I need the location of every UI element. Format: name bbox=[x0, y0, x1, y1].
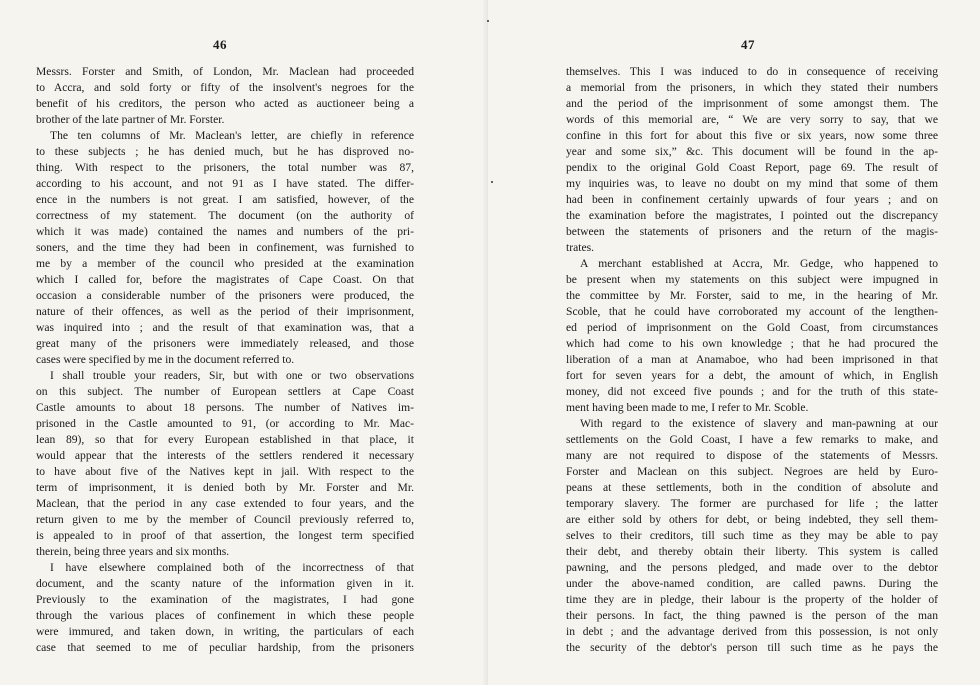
text-line: had been in confinement certainly upwards of four years ; and on bbox=[566, 193, 938, 206]
text-line: The ten columns of Mr. Maclean's letter, are chiefly in reference bbox=[50, 129, 414, 142]
text-line: nature of their offences, as well as the period of their imprisonment, bbox=[36, 305, 414, 318]
text-line: selves to their creditors, till such time as they may be able to pay bbox=[566, 529, 938, 542]
text-line: according to his account, and not 91 as I have stated. The differ- bbox=[36, 177, 414, 190]
text-line: Castle amounts to about 18 persons. The number of Natives im- bbox=[36, 401, 414, 414]
text-line: benefit of his creditors, the person who acted as auctioneer being a bbox=[36, 97, 414, 110]
text-line: year and some six,” &c. This document will be found in the ap- bbox=[566, 145, 938, 158]
text-line: through the various places of confinement in which these people bbox=[36, 609, 414, 622]
text-line: would appear that the interests of the settlers rendered it necessary bbox=[36, 449, 414, 462]
speck-mark bbox=[487, 20, 489, 22]
text-line: ment having been made to me, I refer to Mr. Scoble. bbox=[566, 401, 809, 414]
text-line: the security of the debtor's person till such time as he pays the bbox=[566, 641, 938, 654]
left-page bbox=[0, 0, 488, 685]
text-line: lean 89), so that for every European established in that place, it bbox=[36, 433, 414, 446]
text-line: liberation of a man at Anamaboe, who had been imprisoned in that bbox=[566, 353, 938, 366]
page-number: 47 bbox=[741, 37, 755, 52]
text-line: Forster and Maclean on this subject. Negroes are held by Euro- bbox=[566, 465, 938, 478]
text-line: in debt ; and the advantage derived from this possession, is not only bbox=[566, 625, 938, 638]
text-line: a memorial from the prisoners, in which they stated their numbers bbox=[566, 81, 938, 94]
text-line: ence in the numbers is not great. I am satisfied, however, of the bbox=[36, 193, 414, 206]
text-line: and the period of the imprisonment of some amongst them. The bbox=[566, 97, 938, 110]
text-line: on this subject. The number of European settlers at Cape Coast bbox=[36, 385, 414, 398]
text-line: pendix to the original Gold Coast Report, page 69. The result of bbox=[566, 161, 938, 174]
text-line: were immured, and taken down, in writing, the particulars of each bbox=[36, 625, 414, 638]
text-line: which I called for, before the magistrates of Cape Coast. On that bbox=[36, 273, 414, 286]
text-line: are either sold by others for debt, or being indebted, they sell them- bbox=[566, 513, 938, 526]
text-line: Scoble, that he could have corroborated my account of the lengthen- bbox=[566, 305, 938, 318]
text-line: Maclean, that the period in any case extended to four years, and the bbox=[36, 497, 414, 510]
text-line: cases were specified by me in the document referred to. bbox=[36, 353, 295, 366]
text-line: was inquired into ; and the result of that examination was, that a bbox=[36, 321, 414, 334]
text-line: ed period of imprisonment on the Gold Coast, from circumstances bbox=[566, 321, 938, 334]
text-line: is appealed to in proof of that assertion, the longest term specified bbox=[36, 529, 414, 542]
text-line: correctness of my statement. The document (on the authority of bbox=[36, 209, 414, 222]
text-line: Previously to the examination of the magistrates, I had gone bbox=[36, 593, 414, 606]
text-line: money, did not exceed five pounds ; and for the truth of this state- bbox=[566, 385, 938, 398]
text-line: With regard to the existence of slavery and man-pawning at our bbox=[580, 417, 938, 430]
speck-mark bbox=[491, 181, 493, 183]
text-line: therein, being three years and six months. bbox=[36, 545, 230, 558]
text-line: me by a member of the council who presided at the examination bbox=[36, 257, 414, 270]
text-line: fort for seven years for a debt, the amount of which, in English bbox=[566, 369, 938, 382]
text-line: occasion a considerable number of the prisoners were produced, the bbox=[36, 289, 414, 302]
text-line: my inquiries was, to leave no doubt on my mind that some of them bbox=[566, 177, 938, 190]
page-number: 46 bbox=[213, 37, 227, 52]
text-line: I shall trouble your readers, Sir, but with one or two observations bbox=[50, 369, 414, 382]
text-line: themselves. This I was induced to do in consequence of receiving bbox=[566, 65, 938, 78]
text-line: temporary slavery. The former are purchased for life ; the latter bbox=[566, 497, 938, 510]
text-line: to have about five of the Natives kept in jail. With respect to the bbox=[36, 465, 414, 478]
text-line: time they are in pledge, their labour is the property of the holder of bbox=[566, 593, 938, 606]
text-line: document, and the scanty nature of the information given in it. bbox=[36, 577, 414, 590]
text-line: term of imprisonment, it is denied both by Mr. Forster and Mr. bbox=[36, 481, 414, 494]
text-line: thing. With respect to the prisoners, the total number was 87, bbox=[36, 161, 414, 174]
text-line: the examination before the magistrates, I pointed out the discrepancy bbox=[566, 209, 938, 222]
text-line: peans at these settlements, both in the condition of absolute and bbox=[566, 481, 938, 494]
text-line: pawning, and the persons pledged, and made over to the debtor bbox=[566, 561, 938, 574]
text-line: confine in this fort for about this five or six years, now some three bbox=[566, 129, 938, 142]
text-line: to Accra, and sold forty or fifty of the insolvent's negroes for the bbox=[36, 81, 414, 94]
text-line: I have elsewhere complained both of the incorrectness of that bbox=[50, 561, 414, 574]
text-line: brother of the late partner of Mr. Forster. bbox=[36, 113, 225, 126]
text-line: settlements on the Gold Coast, I have a few remarks to make, and bbox=[566, 433, 938, 446]
text-line: trates. bbox=[566, 241, 595, 254]
text-line: return given to me by the member of Council previously referred to, bbox=[36, 513, 414, 526]
text-line: to these subjects ; he has denied much, but he has disproved no- bbox=[36, 145, 414, 158]
text-line: their persons. In fact, the thing pawned is the person of the man bbox=[566, 609, 938, 622]
text-line: soners, and the time they had been in confinement, was furnished to bbox=[36, 241, 414, 254]
text-line: A merchant established at Accra, Mr. Gedge, who happened to bbox=[580, 257, 938, 270]
text-line: Messrs. Forster and Smith, of London, Mr. Maclean had proceeded bbox=[36, 65, 414, 78]
text-line: the committee by Mr. Forster, said to me, in the hearing of Mr. bbox=[566, 289, 938, 302]
right-page bbox=[488, 0, 980, 685]
right-page-text bbox=[566, 64, 938, 656]
text-line: prisoned in the Castle amounted to 91, (or according to Mr. Mac- bbox=[36, 417, 414, 430]
text-line: which had come to his own knowledge ; that he had procured the bbox=[566, 337, 938, 350]
left-page-text bbox=[36, 64, 414, 656]
text-line: many are not required to dispose of the statements of Messrs. bbox=[566, 449, 938, 462]
text-line: between the statements of prisoners and the return of the magis- bbox=[566, 225, 938, 238]
text-line: words of this memorial are, “ We are very sorry to say, that we bbox=[566, 113, 938, 126]
text-line: which it was made) contained the names and numbers of the pri- bbox=[36, 225, 414, 238]
text-line: be present when my statements on this subject were impugned in bbox=[566, 273, 938, 286]
text-line: their debt, and thereby obtain their liberty. This system is called bbox=[566, 545, 938, 558]
text-line: great many of the prisoners were immediately released, and those bbox=[36, 337, 414, 350]
text-line: under the above-named condition, are called pawns. During the bbox=[566, 577, 938, 590]
text-line: case that seemed to me of peculiar hardship, from the prisoners bbox=[36, 641, 414, 654]
